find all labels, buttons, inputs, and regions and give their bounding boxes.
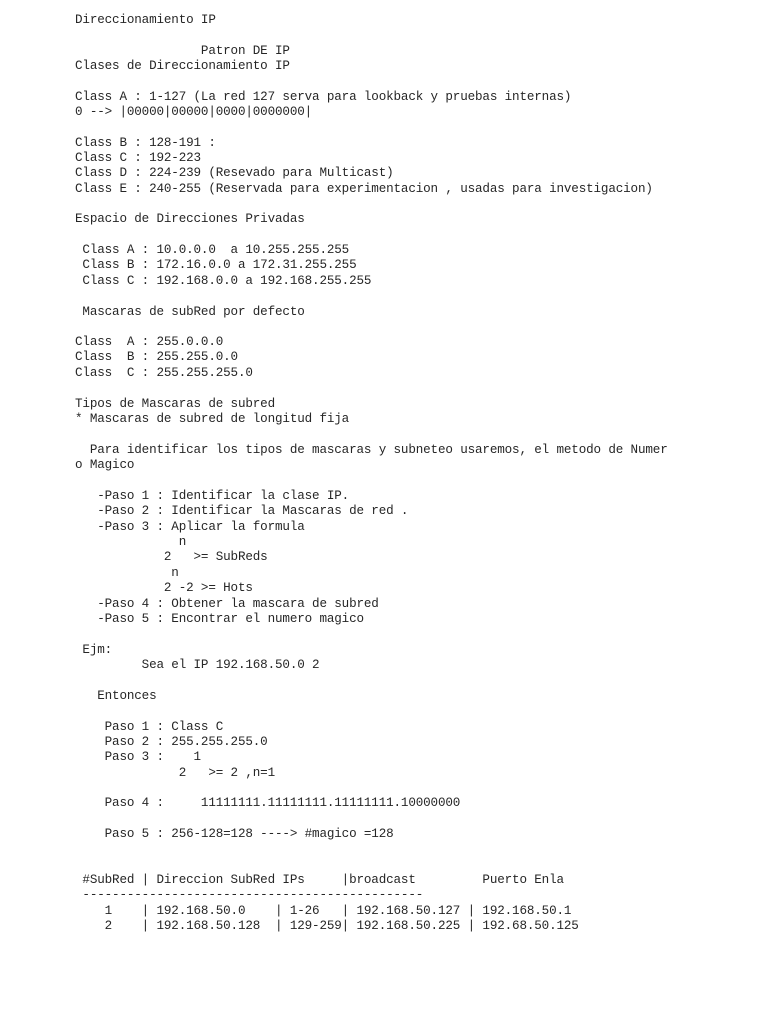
step-line: -Paso 4 : Obtener la mascara de subred — [75, 597, 379, 611]
step-line: -Paso 2 : Identificar la Mascaras de red . — [75, 504, 409, 518]
doc-line: Class B : 255.255.0.0 — [75, 350, 238, 364]
table-divider: ---------------------------------------------- — [75, 888, 424, 902]
example-step: Paso 4 : 11111111.11111111.11111111.10000000 — [75, 796, 461, 810]
section-heading: Mascaras de subRed por defecto — [75, 305, 305, 319]
doc-line: Class C : 192-223 — [75, 151, 201, 165]
table-header: #SubRed | Direccion SubRed IPs |broadcast Puerto Enla — [75, 873, 564, 887]
formula-line: 2 -2 >= Hots — [75, 581, 253, 595]
step-line: -Paso 3 : Aplicar la formula — [75, 520, 305, 534]
example-step: Paso 5 : 256-128=128 ----> #magico =128 — [75, 827, 394, 841]
doc-line: Class D : 224-239 (Resevado para Multicast) — [75, 166, 394, 180]
example-label: Ejm: — [75, 643, 113, 657]
example-step: Paso 1 : Class C — [75, 720, 224, 734]
step-line: -Paso 5 : Encontrar el numero magico — [75, 612, 364, 626]
doc-line: * Mascaras de subred de longitud fija — [75, 412, 350, 426]
example-line: Entonces — [75, 689, 157, 703]
doc-line: Class B : 128-191 : — [75, 136, 216, 150]
step-line: -Paso 1 : Identificar la clase IP. — [75, 489, 350, 503]
example-formula: 2 >= 2 ,n=1 — [75, 766, 276, 780]
doc-line: Class C : 255.255.255.0 — [75, 366, 253, 380]
formula-exponent: n — [75, 566, 179, 580]
doc-line: 0 --> |00000|00000|0000|0000000| — [75, 105, 313, 119]
formula-exponent: n — [75, 535, 187, 549]
doc-paragraph: Para identificar los tipos de mascaras y subneteo usaremos, el metodo de Numer — [75, 443, 668, 457]
table-row: 2 | 192.168.50.128 | 129-259| 192.168.50.225 | 192.68.50.125 — [75, 919, 579, 933]
doc-line: Class A : 10.0.0.0 a 10.255.255.255 — [75, 243, 350, 257]
doc-paragraph: o Magico — [75, 458, 135, 472]
example-step: Paso 2 : 255.255.255.0 — [75, 735, 268, 749]
doc-line: Class A : 1-127 (La red 127 serva para lookback y pruebas internas) — [75, 90, 572, 104]
formula-line: 2 >= SubReds — [75, 550, 268, 564]
example-line: Sea el IP 192.168.50.0 2 — [75, 658, 320, 672]
example-step: Paso 3 : 1 — [75, 750, 201, 764]
section-heading: Espacio de Direcciones Privadas — [75, 212, 305, 226]
doc-subtitle: Patron DE IP — [75, 44, 290, 58]
doc-line: Class C : 192.168.0.0 a 192.168.255.255 — [75, 274, 372, 288]
doc-line: Class A : 255.0.0.0 — [75, 335, 224, 349]
table-row: 1 | 192.168.50.0 | 1-26 | 192.168.50.127 | 192.168.50.1 — [75, 904, 572, 918]
section-heading: Tipos de Mascaras de subred — [75, 397, 276, 411]
section-heading: Clases de Direccionamiento IP — [75, 59, 290, 73]
doc-line: Class B : 172.16.0.0 a 172.31.255.255 — [75, 258, 357, 272]
doc-line: Class E : 240-255 (Reservada para experimentacion , usadas para investigacion) — [75, 182, 653, 196]
doc-title: Direccionamiento IP — [75, 13, 216, 27]
